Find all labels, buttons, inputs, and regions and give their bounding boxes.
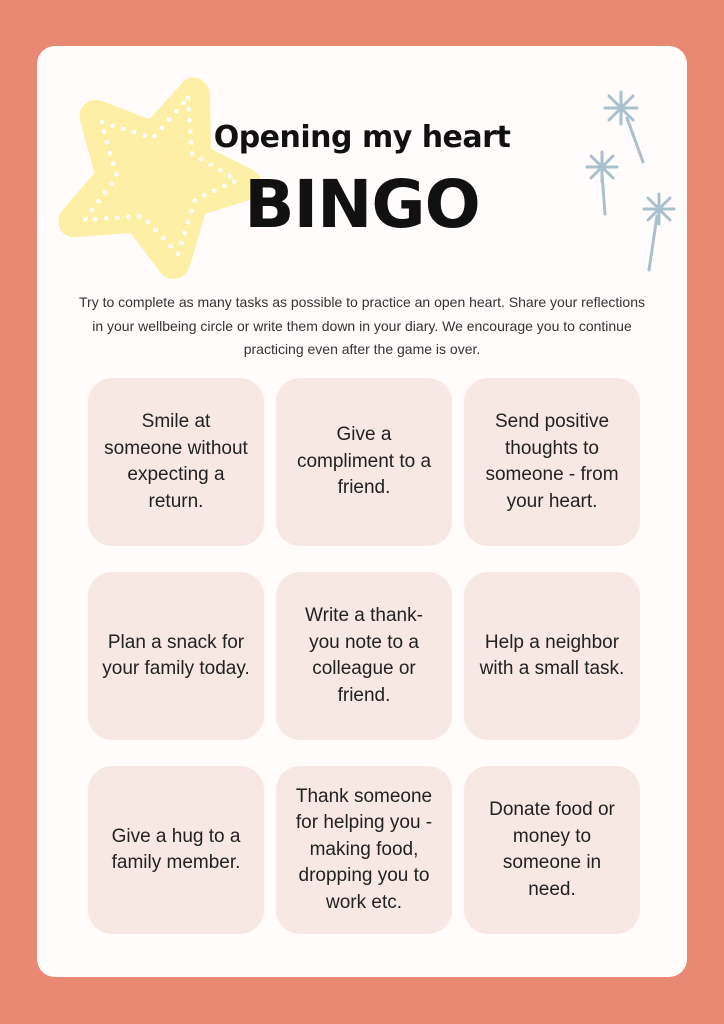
bingo-tile-text: Help a neighbor with a small task. xyxy=(479,631,625,679)
bingo-tile-text: Plan a snack for your family today. xyxy=(102,631,250,679)
bingo-tile[interactable] xyxy=(276,378,452,546)
bingo-grid xyxy=(88,378,640,934)
bingo-tile[interactable] xyxy=(88,572,264,740)
bingo-tile-text: Write a thank-you note to a colleague or friend. xyxy=(305,605,423,706)
page-subtitle: Opening my heart xyxy=(213,120,511,155)
bingo-tile[interactable] xyxy=(88,378,264,546)
bingo-card xyxy=(37,46,687,977)
bingo-tile[interactable] xyxy=(464,572,640,740)
bingo-tile-text: Thank someone for helping you - making food, dropping you to work etc. xyxy=(295,785,433,913)
bingo-tile[interactable] xyxy=(276,766,452,934)
page-title: BINGO xyxy=(244,166,480,243)
instructions-text: Try to complete as many tasks as possible to practice an open heart. Share your reflections in your wellbeing circle or write them down in your diary. We encourage you to continue practicing even after the game is over. xyxy=(79,294,645,357)
bingo-tile[interactable] xyxy=(88,766,264,934)
bingo-tile[interactable] xyxy=(276,572,452,740)
bingo-tile-text: Give a hug to a family member. xyxy=(111,825,241,873)
bingo-tile-text: Give a compliment to a friend. xyxy=(296,424,432,499)
bingo-tile-text: Send positive thoughts to someone - from your heart. xyxy=(485,411,619,512)
bingo-tile[interactable] xyxy=(464,766,640,934)
bingo-tile[interactable] xyxy=(464,378,640,546)
bingo-tile-text: Smile at someone without expecting a return. xyxy=(104,411,248,512)
bingo-tile-text: Donate food or money to someone in need. xyxy=(489,799,615,900)
